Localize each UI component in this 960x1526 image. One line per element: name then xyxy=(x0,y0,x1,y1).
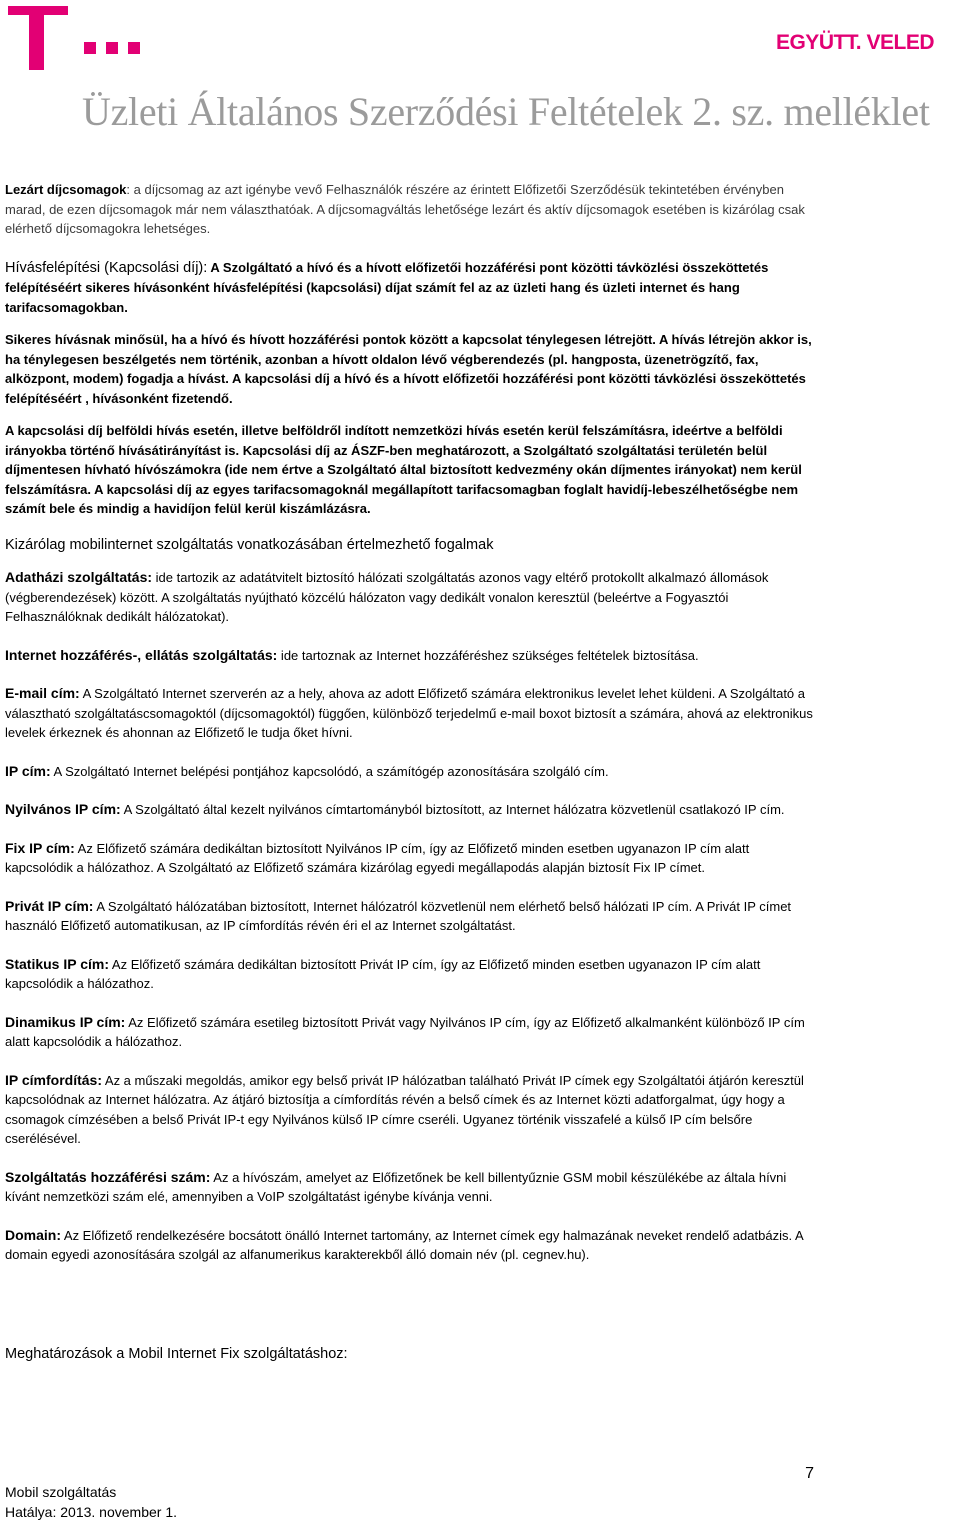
definition-text: Az Előfizető számára dedikáltan biztosított Nyilvános IP cím, így az Előfizető minden esetben ugyanazon IP cím alatt kapcsolódik a hálózathoz. A Szolgáltató az Előfizető számára kizárólag egyedi megállapodás alapján biztosít Fix IP címet. xyxy=(5,840,750,875)
definition-text: Az a hívószám, amelyet az Előfizetőnek be kell billentyűznie GSM mobil készülékébe az általa hívni kívánt nemzetközi szám elé, amennyiben a VoIP szolgáltatást igénybe kívánja venni. xyxy=(5,1169,787,1204)
definition-item xyxy=(5,568,820,627)
definition-item xyxy=(5,955,820,994)
definition-text: Az Előfizető rendelkezésére bocsátott önálló Internet tartomány, az Internet címek egy halmazának neveket rendelő adatbázis. A domain egyedi azonosítására szolgál az alfanumerikus karakterekből álló domain név (pl. cegnev.hu). xyxy=(5,1227,803,1262)
definition-term: Dinamikus IP cím: xyxy=(5,1013,126,1030)
definition-item xyxy=(5,800,820,820)
footer-service: Mobil szolgáltatás xyxy=(5,1484,117,1500)
slogan: EGYÜTT. VELED xyxy=(775,31,934,54)
definition-text: A Szolgáltató hálózatában biztosított, Internet hálózatról közvetlenül nem elérhető belső hálózati IP cím. A Privát IP címet használó Előfizető automatikusan, az IP címfordítás révén éri el az Internet szolgáltatást. xyxy=(5,898,792,933)
mobile-heading: Kizárólag mobilinternet szolgáltatás vonatkozásában értelmezhető fogalmak xyxy=(5,536,494,553)
definition-text: ide tartozik az adatátvitelt biztosító hálózati szolgáltatás azonos vagy eltérő protokollt alkalmazó állomások (végberendezések) között. A szolgáltatás nyújtható közcélú hálózaton vagy dedikált vonalon keresztül (beleértve a Fogyasztói Felhasználóknak dedikált hálózatokat). xyxy=(5,570,769,624)
definition-item xyxy=(5,762,820,782)
page-number: 7 xyxy=(805,1465,814,1482)
definition-text: Az a műszaki megoldás, amikor egy belső privát IP hálózatban található Privát IP címek egy Szolgáltatói átjárón keresztül kapcsolódnak az Internet hálózatra. Az átjáró biztosítja a címfordítás révén a belső címek és az Internet közti adatforgalmat, úgy hogy a csomagok címzésében a belső Privát IP-t egy Nyilvános külső IP címre cseréli. Ugyanez történik visszafelé a külső IP cím belsőre cserélésével. xyxy=(5,1072,804,1146)
text-hivas: A Szolgáltató a hívó és a hívott előfizetői hozzáférési pont közötti távközlési összeköttetés felépítéséért sikeres hívásonként hívásfelépítési (kapcsolási) díjat számít fel az az üzleti hang és üzleti internet és hang tarifacsomagokban. xyxy=(5,259,769,315)
definition-term: Fix IP cím: xyxy=(5,839,75,856)
definition-item xyxy=(5,1071,820,1149)
document-body xyxy=(5,180,820,1265)
definition-term: Internet hozzáférés-, ellátás szolgáltatás: xyxy=(5,646,278,663)
t-logo-icon xyxy=(8,6,143,72)
definition-item xyxy=(5,684,820,743)
definition-text: Az Előfizető számára dedikáltan biztosított Privát IP cím, így az Előfizető minden esetben ugyanazon IP cím alatt kapcsolódik a hálózathoz. xyxy=(5,956,761,991)
definition-term: Domain: xyxy=(5,1226,61,1243)
paragraph-lezart xyxy=(5,180,820,239)
page-title: Üzleti Általános Szerződési Feltételek 2. sz. melléklet xyxy=(82,89,930,134)
paragraph-hivas xyxy=(5,258,820,318)
definition-item xyxy=(5,646,820,666)
term-hivas: Hívásfelépítési (Kapcsolási díj): xyxy=(5,259,208,276)
definition-term: Privát IP cím: xyxy=(5,897,94,914)
final-heading: Meghatározások a Mobil Internet Fix szolgáltatáshoz: xyxy=(5,1346,348,1362)
definition-text: ide tartoznak az Internet hozzáféréshez szükséges feltételek biztosítása. xyxy=(277,647,699,663)
paragraph-hivas-2: Sikeres hívásnak minősül, ha a hívó és hívott hozzáférési pontok között a kapcsolat ténylegesen létrejött. A hívás létrejön akkor is, ha ténylegesen beszélgetés nem történik, azonban a hívott oldalon lévő végberendezés (pl. hangposta, üzenetrögzítő, fax, alközpont, modem) fogadja a hívást. A kapcsolási díj a hívó és a hívott előfizetői hozzáférési pont közötti távközlési összeköttetés felépítéséért , hívásonként fizetendő. xyxy=(5,332,812,406)
definition-list xyxy=(5,568,820,1265)
definition-text: Az Előfizető számára esetileg biztosított Privát vagy Nyilvános IP cím, így az Előfizető alkalmanként különböző IP cím alatt kapcsolódik a hálózathoz. xyxy=(5,1014,805,1049)
definition-item xyxy=(5,1013,820,1052)
definition-term: E-mail cím: xyxy=(5,685,80,701)
footer xyxy=(5,1482,177,1522)
definition-term: Statikus IP cím: xyxy=(5,955,110,972)
definition-term: Adatházi szolgáltatás: xyxy=(5,569,153,585)
definition-term: Szolgáltatás hozzáférési szám: xyxy=(5,1168,211,1185)
footer-effective: Hatálya: 2013. november 1. xyxy=(5,1504,177,1520)
term-lezart: Lezárt díjcsomagok xyxy=(5,182,127,197)
definition-term: IP címfordítás: xyxy=(5,1071,102,1088)
definition-text: A Szolgáltató által kezelt nyilvános címtartományból biztosított, az Internet hálózatra közvetlenül csatlakozó IP cím. xyxy=(120,802,785,817)
definition-item xyxy=(5,1226,820,1265)
definition-item xyxy=(5,1168,820,1207)
definition-term: IP cím: xyxy=(5,762,51,779)
text-lezart: : a díjcsomag az azt igénybe vevő Felhasználók részére az érintett Előfizetői Szerződésük tekintetében érvényben marad, de ezen díjcsomagok már nem választhatóak. A díjcsomagváltás lehetősége lezárt és aktív díjcsomagok esetében is kizárólag csak elérhető díjcsomagokra lehetséges. xyxy=(5,182,805,236)
definition-item xyxy=(5,897,820,936)
definition-item xyxy=(5,839,820,878)
definition-text: A Szolgáltató Internet belépési pontjához kapcsolódó, a számítógép azonosítására szolgáló cím. xyxy=(50,763,609,779)
paragraph-hivas-3: A kapcsolási díj belföldi hívás esetén, illetve belföldről indított nemzetközi hívás esetén kerül felszámításra, ideértve a belföldi irányokba történő hívásátirányítást is. Kapcsolási díj az ÁSZF-ben meghatározott, a Szolgáltató szolgáltatási területén belül díjmentesen hívható hívószámokra (ide nem értve a Szolgáltató által biztosított kedvezmény okán díjmentes irányokat) nem kerül felszámításra. A kapcsolási díj az egyes tarifacsomagoknál megállapított tarifacsomagban foglalt havidíj-lebeszélhetőségbe nem számít bele és mindig a havidíjon felül kerül kiszámlázásra. xyxy=(5,423,802,516)
definition-term: Nyilvános IP cím: xyxy=(5,801,121,817)
definition-text: A Szolgáltató Internet szerverén az a hely, ahova az adott Előfizető számára elektronikus levelet lehet küldeni. A Szolgáltató a választható szolgáltatáscsomagoktól (díjcsomagoktól) függően, különböző terjedelmű e-mail boxot biztosít a számára, ahová az elektronikus levelek érkeznek és ahonnan az Előfizető le tudja őket hívni. xyxy=(5,686,813,740)
